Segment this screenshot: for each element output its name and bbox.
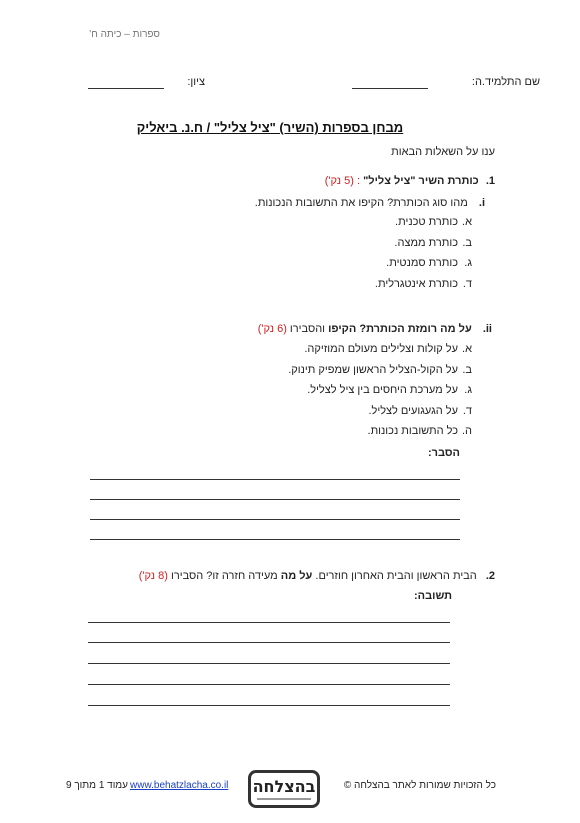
- q1-number: 1.: [485, 175, 495, 187]
- footer-rights: כל הזכויות שמורות לאתר בהצלחה ©: [343, 780, 496, 791]
- list-item[interactable]: ג. כותרת סמנטית.: [386, 257, 472, 269]
- answer-line[interactable]: [90, 499, 460, 500]
- list-item[interactable]: ה. כל התשובות נכונות.: [367, 425, 472, 437]
- q1-i-number: i.: [478, 197, 485, 209]
- explain-label: הסבר:: [427, 447, 460, 459]
- answer-line[interactable]: [88, 705, 450, 706]
- grade-line[interactable]: [88, 88, 164, 89]
- list-item[interactable]: א. כותרת טכנית.: [395, 216, 472, 228]
- list-item[interactable]: א. על קולות וצלילים מעולם המוזיקה.: [304, 343, 472, 355]
- header-subject: ספרות – כיתה ח': [89, 29, 160, 40]
- site-link[interactable]: www.behatzlacha.co.il: [130, 780, 229, 791]
- answer-line[interactable]: [88, 622, 450, 623]
- q1-ii-heading: [200, 323, 492, 335]
- answer-line[interactable]: [88, 663, 450, 664]
- logo: [248, 770, 320, 808]
- answer-line[interactable]: [90, 539, 460, 540]
- logo-text: בהצלחה: [252, 776, 316, 796]
- logo-underline: [257, 798, 311, 800]
- instructions: ענו על השאלות הבאות: [391, 146, 495, 158]
- q1-i-heading: [200, 197, 485, 209]
- answer-line[interactable]: [88, 642, 450, 643]
- list-item[interactable]: ב. על הקול-הצליל הראשון שמפיק תינוק.: [288, 363, 472, 376]
- q1-i-text: מהו סוג הכותרת? הקיפו את התשובות הנכונות.: [254, 197, 468, 209]
- exam-title: מבחן בספרות (השיר) "ציל צליל" / ח.נ. ביאליק: [136, 120, 404, 135]
- answer-label: תשובה:: [414, 590, 452, 602]
- q1-ii-text-plain: והסבירו: [289, 323, 326, 335]
- student-name-line[interactable]: [352, 88, 428, 89]
- q2-text-a: הבית הראשון והבית האחרון חוזרים.: [315, 570, 477, 582]
- answer-line[interactable]: [88, 684, 450, 685]
- q2-heading: [100, 570, 495, 582]
- q1-i-options: [222, 216, 472, 298]
- grade-label: ציון:: [187, 76, 205, 88]
- list-item[interactable]: ד. על הגעגועים לצליל.: [368, 404, 472, 417]
- q2-points: (8 נק'): [138, 570, 168, 582]
- q1-ii-options: [212, 343, 472, 446]
- list-item[interactable]: ב. כותרת ממצה.: [394, 236, 472, 249]
- q1-ii-points: (6 נק'): [257, 323, 287, 335]
- q1-ii-number: ii.: [482, 323, 492, 335]
- q2-text-b: על מה: [280, 570, 313, 582]
- list-item[interactable]: ג. על מערכת היחסים בין ציל לצליל.: [307, 384, 472, 396]
- list-item[interactable]: ד. כותרת אינטגרלית.: [374, 277, 472, 290]
- student-name-label: שם התלמיד.ה:: [471, 76, 540, 88]
- q1-points: : (5 נק'): [324, 175, 361, 187]
- q2-number: 2.: [485, 570, 495, 582]
- q1-ii-text-bold: על מה רומזת הכותרת? הקיפו: [328, 323, 472, 335]
- q1-heading: [250, 175, 495, 187]
- answer-line[interactable]: [90, 519, 460, 520]
- q1-title: כותרת השיר "ציל צליל": [363, 175, 479, 187]
- page-number: עמוד 1 מתוך 9: [65, 780, 128, 791]
- q2-text-c: מעידה חזרה זו? הסבירו: [170, 570, 278, 582]
- answer-line[interactable]: [90, 479, 460, 480]
